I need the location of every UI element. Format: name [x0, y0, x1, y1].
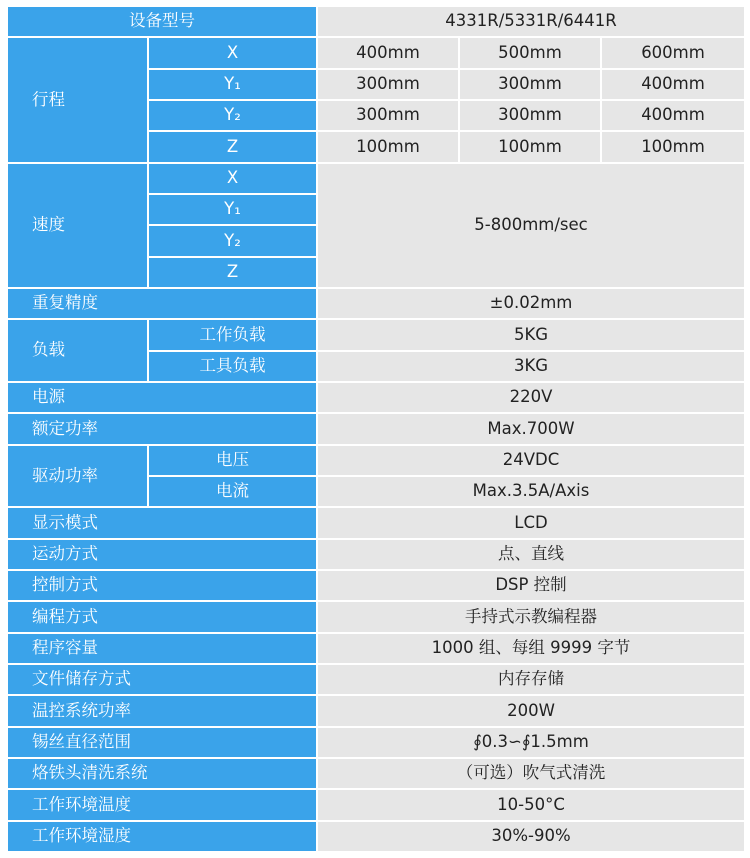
model-value: 4331R/5331R/6441R: [318, 7, 744, 36]
load-work-value: 5KG: [318, 320, 744, 349]
stroke-z-value-3: 100mm: [602, 132, 744, 161]
wire-diameter-value: ∮0.3∽∮1.5mm: [318, 728, 744, 757]
drive-current-label: 电流: [149, 477, 316, 506]
stroke-x-value-2: 500mm: [460, 38, 600, 67]
tip-cleaning-label: 烙铁头清洗系统: [8, 759, 316, 788]
temp-control-power-label: 温控系统功率: [8, 696, 316, 725]
stroke-axis-y2: Y₂: [149, 101, 316, 130]
ambient-temp-value: 10-50°C: [318, 790, 744, 819]
speed-axis-y1: Y₁: [149, 195, 316, 224]
ambient-humidity-label: 工作环境湿度: [8, 822, 316, 851]
drive-current-value: Max.3.5A/Axis: [318, 477, 744, 506]
program-capacity-label: 程序容量: [8, 634, 316, 663]
stroke-y1-value-1: 300mm: [318, 70, 458, 99]
row-drive-voltage: [8, 446, 744, 475]
row-repeatability: [8, 289, 744, 318]
stroke-z-value-2: 100mm: [460, 132, 600, 161]
row-model: [8, 7, 744, 36]
load-tool-value: 3KG: [318, 352, 744, 381]
motion-mode-label: 运动方式: [8, 540, 316, 569]
row-program-capacity: [8, 634, 744, 663]
row-ambient-humidity: [8, 822, 744, 851]
control-mode-label: 控制方式: [8, 571, 316, 600]
row-stroke-x: [8, 38, 744, 67]
rated-power-label: 额定功率: [8, 414, 316, 443]
row-wire-diameter: [8, 728, 744, 757]
stroke-z-value-1: 100mm: [318, 132, 458, 161]
stroke-axis-y1: Y₁: [149, 70, 316, 99]
row-programming-mode: [8, 602, 744, 631]
stroke-y2-value-1: 300mm: [318, 101, 458, 130]
stroke-x-value-1: 400mm: [318, 38, 458, 67]
stroke-label: 行程: [8, 38, 147, 161]
power-supply-label: 电源: [8, 383, 316, 412]
speed-value: 5-800mm/sec: [318, 164, 744, 287]
stroke-x-value-3: 600mm: [602, 38, 744, 67]
tip-cleaning-value: （可选）吹气式清洗: [318, 759, 744, 788]
stroke-axis-x: X: [149, 38, 316, 67]
drive-power-label: 驱动功率: [8, 446, 147, 507]
row-tip-cleaning: [8, 759, 744, 788]
file-storage-value: 内存存储: [318, 665, 744, 694]
programming-mode-label: 编程方式: [8, 602, 316, 631]
load-label: 负载: [8, 320, 147, 381]
row-control-mode: [8, 571, 744, 600]
repeatability-label: 重复精度: [8, 289, 316, 318]
display-mode-label: 显示模式: [8, 508, 316, 537]
row-file-storage: [8, 665, 744, 694]
load-work-label: 工作负载: [149, 320, 316, 349]
program-capacity-value: 1000 组、每组 9999 字节: [318, 634, 744, 663]
speed-axis-x: X: [149, 164, 316, 193]
speed-label: 速度: [8, 164, 147, 287]
wire-diameter-label: 锡丝直径范围: [8, 728, 316, 757]
stroke-y2-value-2: 300mm: [460, 101, 600, 130]
stroke-y2-value-3: 400mm: [602, 101, 744, 130]
repeatability-value: ±0.02mm: [318, 289, 744, 318]
temp-control-power-value: 200W: [318, 696, 744, 725]
stroke-y1-value-3: 400mm: [602, 70, 744, 99]
load-tool-label: 工具负载: [149, 352, 316, 381]
control-mode-value: DSP 控制: [318, 571, 744, 600]
file-storage-label: 文件储存方式: [8, 665, 316, 694]
row-ambient-temp: [8, 790, 744, 819]
speed-axis-y2: Y₂: [149, 226, 316, 255]
stroke-y1-value-2: 300mm: [460, 70, 600, 99]
programming-mode-value: 手持式示教编程器: [318, 602, 744, 631]
drive-voltage-label: 电压: [149, 446, 316, 475]
row-temp-control-power: [8, 696, 744, 725]
drive-voltage-value: 24VDC: [318, 446, 744, 475]
rated-power-value: Max.700W: [318, 414, 744, 443]
row-rated-power: [8, 414, 744, 443]
row-power-supply: [8, 383, 744, 412]
speed-axis-z: Z: [149, 258, 316, 287]
row-load-work: [8, 320, 744, 349]
ambient-humidity-value: 30%-90%: [318, 822, 744, 851]
stroke-axis-z: Z: [149, 132, 316, 161]
display-mode-value: LCD: [318, 508, 744, 537]
spec-table: [6, 5, 746, 853]
row-display-mode: [8, 508, 744, 537]
model-label: 设备型号: [8, 7, 316, 36]
row-speed-x: [8, 164, 744, 193]
ambient-temp-label: 工作环境温度: [8, 790, 316, 819]
row-motion-mode: [8, 540, 744, 569]
power-supply-value: 220V: [318, 383, 744, 412]
motion-mode-value: 点、直线: [318, 540, 744, 569]
